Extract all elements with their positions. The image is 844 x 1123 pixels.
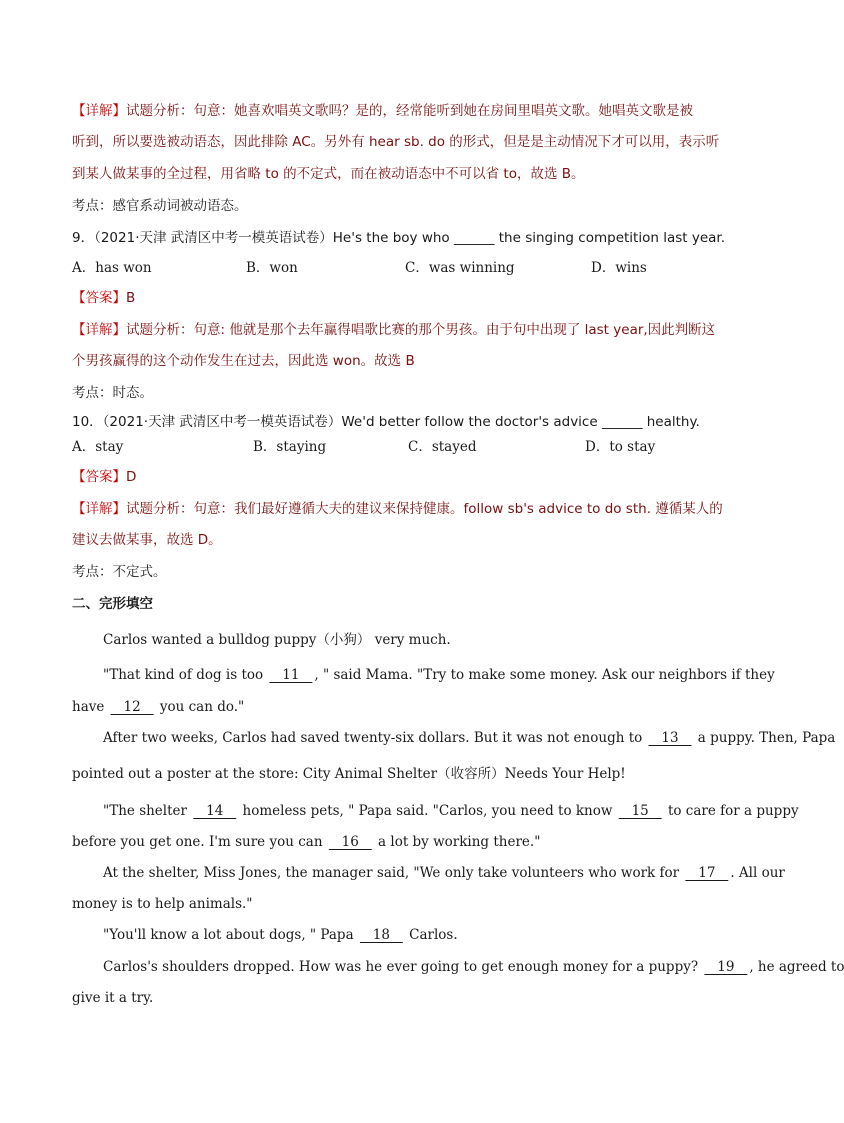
blank-12: 12: [110, 699, 154, 715]
q9-option-c: C．was winning: [405, 260, 515, 276]
blank-14: 14: [193, 803, 237, 819]
q9-stem: 9．（2021·天津 武清区中考一模英语试卷）He's the boy who ______ the singing competition last year.: [72, 230, 726, 246]
q10-detail-line2: 建议去做某事，故选 D。: [72, 532, 222, 548]
cloze-para-7-line1: Carlos's shoulders dropped. How was he ever going to get enough money for a puppy? 19 , he agreed to: [103, 959, 844, 975]
answer-label: 【答案】: [72, 469, 126, 485]
q9-option-b: B．won: [246, 260, 298, 276]
blank-13: 13: [648, 730, 692, 746]
q10-option-a: A．stay: [72, 439, 124, 455]
q8-detail-line1: 【详解】试题分析：句意：她喜欢唱英文歌吗？是的，经常能听到她在房间里唱英文歌。她唱英文歌是被: [72, 103, 693, 119]
q10-detail-line1: 【详解】试题分析：句意：我们最好遵循大夫的建议来保持健康。follow sb's advice to do sth. 遵循某人的: [72, 501, 723, 517]
cloze-para-3-line1: After two weeks, Carlos had saved twenty-six dollars. But it was not enough to 13 a puppy. Then, Papa: [103, 730, 836, 746]
answer-value: D: [126, 469, 137, 485]
q9-answer: [72, 288, 724, 308]
cloze-para-2-line2: have 12 you can do.": [72, 699, 245, 715]
detail-label: 【详解】: [72, 501, 126, 517]
cloze-para-4-line1: "The shelter 14 homeless pets, " Papa said. "Carlos, you need to know 15 to care for a puppy: [103, 803, 799, 819]
blank-19: 19: [704, 959, 748, 975]
q9-detail-line2: 个男孩赢得的这个动作发生在过去，因此选 won。故选 B: [72, 353, 415, 369]
blank-15: 15: [618, 803, 662, 819]
cloze-para-1: Carlos wanted a bulldog puppy（小狗） very much.: [103, 632, 451, 648]
q8-detail-line2: 听到，所以要选被动语态，因此排除 AC。另外有 hear sb. do 的形式，但是是主动情况下才可以用，表示听: [72, 134, 720, 150]
answer-label: 【答案】: [72, 290, 126, 306]
q8-detail-line3: 到某人做某事的全过程，用省略 to 的不定式，而在被动语态中不可以省 to，故选 B。: [72, 166, 585, 182]
blank-11: 11: [269, 667, 313, 683]
q8-kaodian: 考点：感官系动词被动语态。: [72, 198, 248, 214]
detail-label: 【详解】: [72, 103, 126, 119]
q9-detail-line1: 【详解】试题分析：句意: 他就是那个去年赢得唱歌比赛的那个男孩。由于句中出现了 last year,因此判断这: [72, 322, 716, 338]
cloze-para-6: "You'll know a lot about dogs, " Papa 18 Carlos.: [103, 927, 458, 943]
cloze-para-5-line2: money is to help animals.": [72, 896, 253, 912]
answer-value: B: [126, 290, 136, 306]
q10-answer: [72, 467, 724, 487]
q9-option-a: A．has won: [72, 260, 152, 276]
blank-18: 18: [359, 927, 403, 943]
q9-option-d: D．wins: [591, 260, 647, 276]
q9-kaodian: 考点：时态。: [72, 385, 153, 401]
detail-label: 【详解】: [72, 322, 126, 338]
cloze-para-2-line1: "That kind of dog is too 11 , " said Mama. "Try to make some money. Ask our neighbors if they: [103, 667, 775, 683]
q10-option-c: C．stayed: [408, 439, 477, 455]
q10-option-d: D．to stay: [585, 439, 656, 455]
cloze-para-7-line2: give it a try.: [72, 990, 154, 1006]
q10-kaodian: 考点：不定式。: [72, 564, 167, 580]
cloze-para-4-line2: before you get one. I'm sure you can 16 a lot by working there.": [72, 834, 541, 850]
q10-option-b: B．staying: [253, 439, 327, 455]
cloze-para-3-line2: pointed out a poster at the store: City Animal Shelter（收容所）Needs Your Help!: [72, 766, 626, 782]
cloze-para-5-line1: At the shelter, Miss Jones, the manager said, "We only take volunteers who work for 17 . All our: [103, 865, 785, 881]
blank-16: 16: [328, 834, 372, 850]
section-heading: 二、完形填空: [72, 596, 153, 612]
blank-17: 17: [685, 865, 729, 881]
q10-stem: 10．（2021·天津 武清区中考一模英语试卷）We'd better follow the doctor's advice ______ healthy.: [72, 414, 700, 430]
